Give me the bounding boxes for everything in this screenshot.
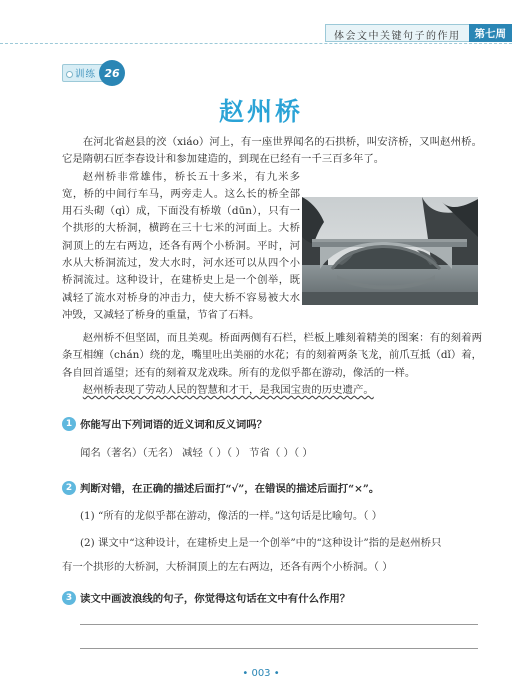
question-3 [62, 590, 350, 605]
article-paragraph-3: 赵州桥不但坚固，而且美观。桥面两侧有石栏，栏板上雕刻着精美的图案：有的刻着两条互相缠（chán）绕的龙，嘴里吐出美丽的水花；有的刻着两条飞龙，前爪互抵（dǐ）着，各自回首遥望；还有的刻着双龙戏珠。所有的龙似乎都在游动，像活的一样。 [62, 332, 482, 379]
question-2-item-1[interactable]: (1) “所有的龙似乎都在游动，像活的一样。”这句话是比喻句。（ ） [80, 510, 383, 522]
question-3-text: 读文中画波浪线的句子，你觉得这句话在文中有什么作用？ [80, 593, 351, 605]
question-1-text: 你能写出下列词语的近义词和反义词吗？ [80, 419, 268, 431]
header-topic: 体会文中关键句子的作用 [325, 24, 469, 42]
question-2-item-2b[interactable]: 有一个拱形的大桥洞，大桥洞顶上的左右两边，还各有两个小桥洞。（ ） [62, 561, 393, 573]
question-2-text: 判断对错，在正确的描述后面打“√”，在错误的描述后面打“×”。 [80, 483, 380, 495]
question-1 [62, 416, 267, 431]
question-1-answer-line[interactable]: 闻名（著名）（无名） 减轻（ ）（ ） 节省（ ）（ ） [80, 447, 313, 459]
answer-line-2[interactable] [80, 648, 478, 649]
question-2-item-2a: (2) 课文中“这种设计，在建桥史上是一个创举”中的“这种设计”指的是赵州桥只 [80, 537, 442, 549]
tag-hole-icon [66, 71, 73, 78]
lesson-tag-label: 训练 [75, 69, 97, 80]
lesson-tag-number: 26 [99, 60, 125, 86]
photo-wrap-spacer [300, 186, 482, 298]
answer-line-1[interactable] [80, 624, 478, 625]
page-number: • 003 • [242, 668, 280, 679]
page-title: 赵州桥 [218, 97, 303, 126]
question-3-number: 3 [62, 591, 76, 605]
article-paragraph-1: 在河北省赵县的洨（xiáo）河上，有一座世界闻名的石拱桥，叫安济桥，又叫赵州桥。它是隋朝石匠李春设计和参加建造的，到现在已经有一千三百多年了。 [62, 136, 482, 166]
article-paragraph-2-text: 赵州桥非常雄伟，桥长五十多米，有九米多宽，桥的中间行车马，两旁走人。这么长的桥全部用石头砌（qì）成，下面没有桥墩（dūn），只有一个拱形的大桥洞，横跨在三十七米的河面上。大桥洞顶上的左右两边，还各有两个小桥洞。平时，河水从大桥洞流过，发大水时，河水还可以从四个小桥洞流过。这种设计，在建桥史上是一个创举，既减轻了流水对桥身的冲击力，使大桥不容易被大水冲毁，又减轻了桥身的重量，节省了石料。 [62, 170, 300, 321]
header-week-badge: 第七周 [469, 24, 513, 42]
question-2 [62, 480, 379, 495]
header-divider [0, 43, 512, 44]
article-paragraph-2 [62, 169, 482, 325]
article-body [62, 134, 482, 324]
article-body-lower [62, 330, 482, 399]
page-number-text: 003 [251, 668, 271, 679]
question-2-number: 2 [62, 481, 76, 495]
wavy-underlined-sentence: 赵州桥表现了劳动人民的智慧和才干，是我国宝贵的历史遗产。 [82, 383, 374, 396]
article-paragraph-4 [62, 382, 482, 399]
page-header [325, 24, 512, 42]
question-1-number: 1 [62, 417, 76, 431]
lesson-tag [62, 64, 122, 82]
